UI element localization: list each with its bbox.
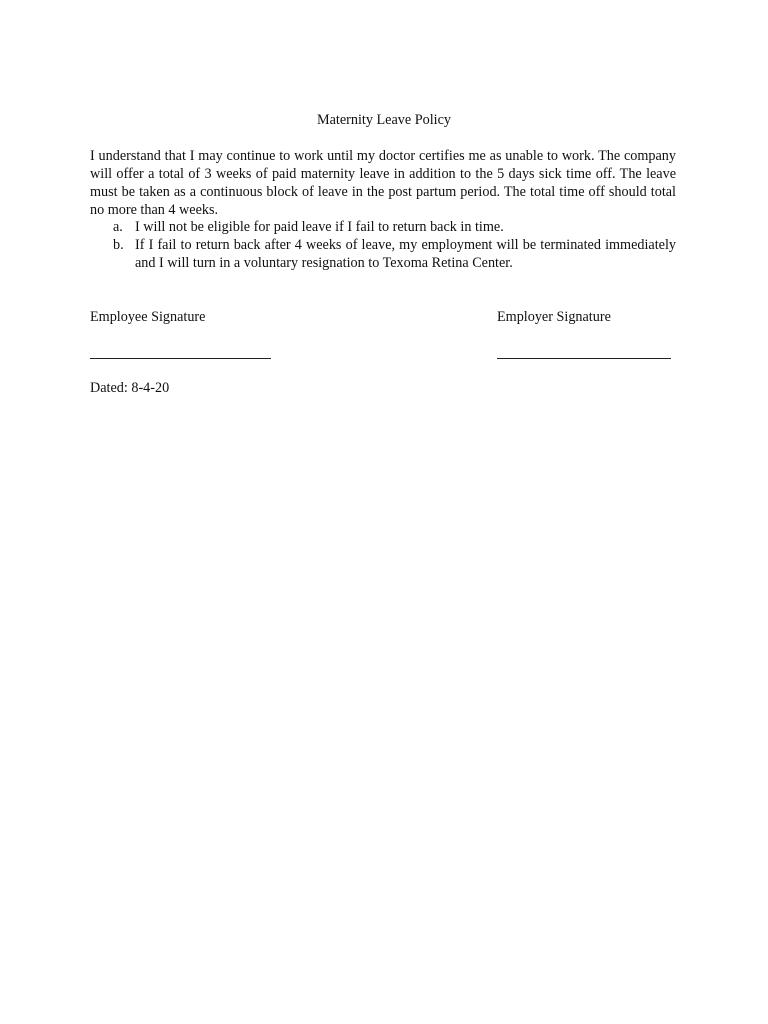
list-item-text: If I fail to return back after 4 weeks of leave, my employment will be terminated immediately and I will turn in a voluntary resignation to Texoma Retina Center. — [135, 237, 676, 271]
employee-signature-line — [90, 358, 271, 359]
dated-field: Dated: 8-4-20 — [90, 380, 170, 396]
policy-paragraph: I understand that I may continue to work until my doctor certifies me as unable to work. The company will offer a total of 3 weeks of paid maternity leave in addition to the 5 days sick time off. The leave must be taken as a continuous block of leave in the post partum period. The total time off should total no more than 4 weeks. — [90, 148, 676, 218]
list-item — [90, 218, 676, 236]
employer-signature-line — [497, 358, 671, 359]
policy-conditions-list — [90, 218, 676, 272]
page-title: Maternity Leave Policy — [317, 112, 451, 128]
list-item — [90, 236, 676, 272]
employee-signature-label: Employee Signature — [90, 309, 206, 325]
list-item-text: I will not be eligible for paid leave if I fail to return back in time. — [135, 219, 504, 235]
list-marker: a. — [113, 219, 123, 235]
employer-signature-label: Employer Signature — [497, 309, 611, 325]
list-marker: b. — [113, 237, 124, 253]
